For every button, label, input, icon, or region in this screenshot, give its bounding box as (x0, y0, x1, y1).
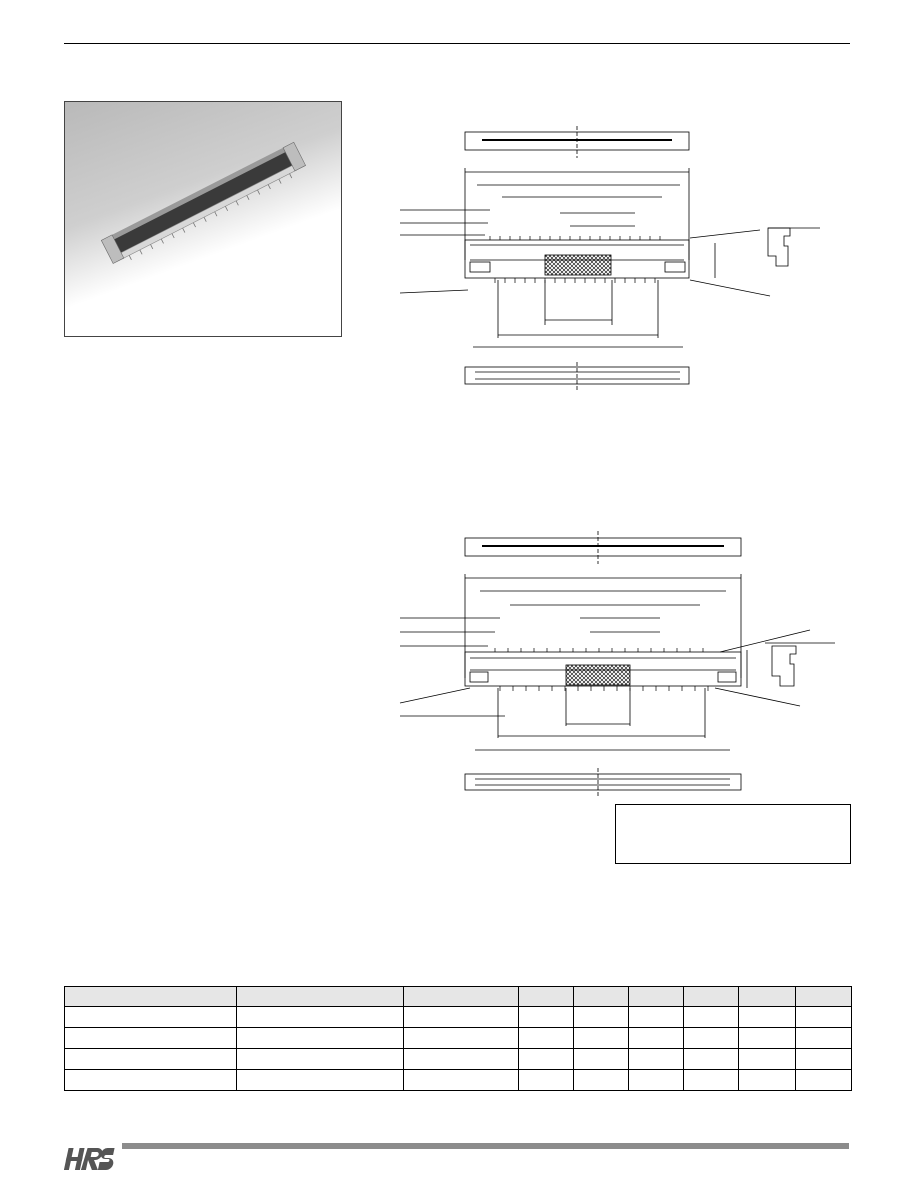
table-cell (629, 1028, 684, 1049)
connector-photo-icon (65, 102, 341, 336)
table-cell (65, 1049, 237, 1070)
table-cell (739, 1070, 796, 1091)
table-cell (237, 1049, 404, 1070)
header-cell (519, 987, 574, 1007)
table-row (65, 1007, 852, 1028)
table-cell (237, 1070, 404, 1091)
header-cell (796, 987, 852, 1007)
table-cell (796, 1070, 852, 1091)
bottom-view (465, 774, 741, 790)
table-cell (574, 1007, 629, 1028)
table-cell (404, 1049, 519, 1070)
table-cell (574, 1028, 629, 1049)
header-cell (237, 987, 404, 1007)
side-profile (772, 646, 796, 686)
table-row (65, 1028, 852, 1049)
table-cell (65, 1070, 237, 1091)
table-cell (629, 1070, 684, 1091)
table-header-row (65, 987, 852, 1007)
table-cell (574, 1070, 629, 1091)
table-cell (629, 1007, 684, 1028)
table-cell (796, 1049, 852, 1070)
table-cell (574, 1049, 629, 1070)
table-cell (739, 1007, 796, 1028)
header-cell (574, 987, 629, 1007)
table-cell (404, 1070, 519, 1091)
header-cell (629, 987, 684, 1007)
table-cell (519, 1007, 574, 1028)
table-cell (519, 1049, 574, 1070)
header-rule (64, 43, 850, 44)
header-cell (684, 987, 739, 1007)
table-cell (629, 1049, 684, 1070)
note-box (615, 804, 851, 864)
table-cell (519, 1028, 574, 1049)
table-cell (796, 1007, 852, 1028)
table-row (65, 1070, 852, 1091)
table-cell (519, 1070, 574, 1091)
table-cell (739, 1049, 796, 1070)
spec-table (64, 986, 852, 1091)
table-cell (739, 1028, 796, 1049)
footer-bar (122, 1143, 849, 1149)
table-cell (65, 1007, 237, 1028)
side-profile (768, 228, 790, 266)
header-cell (65, 987, 237, 1007)
header-cell (404, 987, 519, 1007)
table-cell (684, 1049, 739, 1070)
drawing-bottom (390, 528, 850, 796)
table-cell (404, 1028, 519, 1049)
header-cell (739, 987, 796, 1007)
table-cell (237, 1007, 404, 1028)
product-photo (64, 101, 342, 337)
table-cell (404, 1007, 519, 1028)
hrs-logo (64, 1146, 116, 1172)
table-cell (796, 1028, 852, 1049)
table-cell (237, 1028, 404, 1049)
table-cell (684, 1007, 739, 1028)
table-row (65, 1049, 852, 1070)
table-cell (684, 1070, 739, 1091)
drawing-top (390, 120, 840, 390)
table-cell (684, 1028, 739, 1049)
table-cell (65, 1028, 237, 1049)
